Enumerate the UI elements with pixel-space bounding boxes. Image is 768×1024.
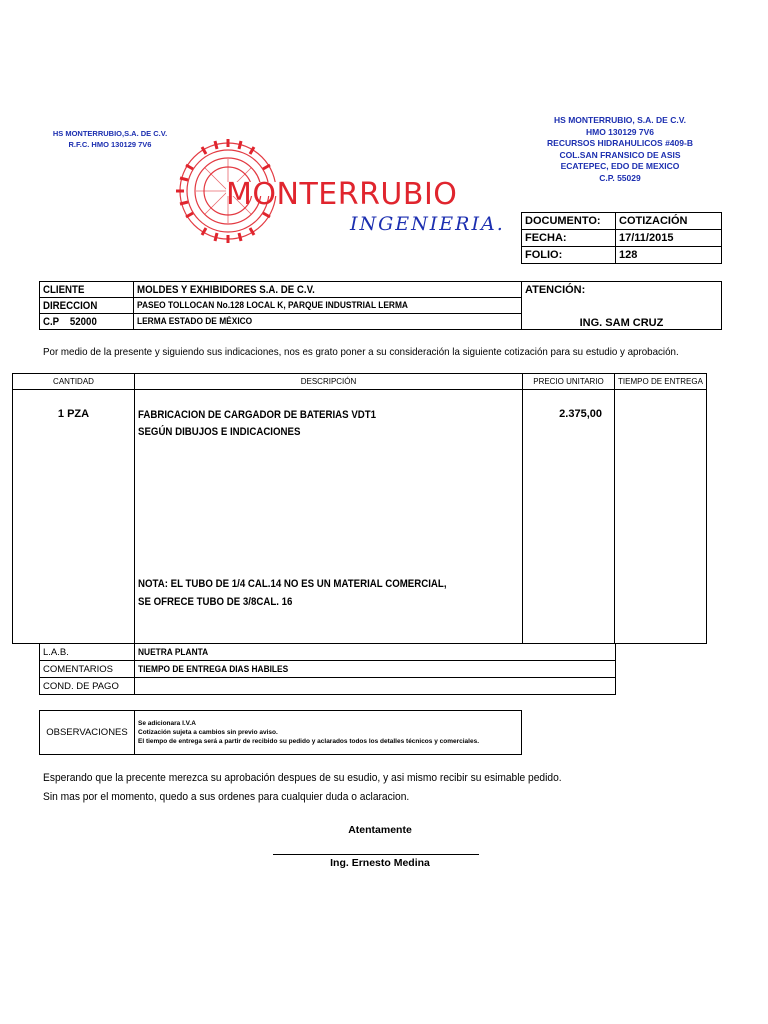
cp-city-value: LERMA ESTADO DE MÉXICO bbox=[133, 313, 522, 330]
folio-label: FOLIO: bbox=[521, 246, 616, 264]
observaciones-label: OBSERVACIONES bbox=[39, 710, 135, 755]
right-company-city: ECATEPEC, EDO DE MEXICO bbox=[560, 161, 680, 171]
atencion-label: ATENCIÓN: bbox=[525, 284, 586, 296]
item-desc-line2: SEGÚN DIBUJOS E INDICACIONES bbox=[138, 426, 301, 438]
direccion-value: PASEO TOLLOCAN No.128 LOCAL K, PARQUE INDUSTRIAL LERMA bbox=[133, 297, 522, 314]
header-cantidad: CANTIDAD bbox=[12, 373, 135, 390]
lab-value: NUETRA PLANTA bbox=[134, 643, 616, 661]
observaciones-box bbox=[134, 710, 522, 755]
left-company-header bbox=[40, 128, 180, 150]
header-precio: PRECIO UNITARIO bbox=[522, 373, 615, 390]
item-nota-line2: SE OFRECE TUBO DE 3/8CAL. 16 bbox=[138, 596, 293, 608]
right-company-rfc: HMO 130129 7V6 bbox=[585, 126, 655, 137]
right-company-street: RECURSOS HIDRAHULICOS #409-B bbox=[547, 138, 693, 148]
comentarios-label: COMENTARIOS bbox=[39, 660, 135, 678]
comentarios-value: TIEMPO DE ENTREGA DIAS HABILES bbox=[134, 660, 616, 678]
direccion-label: DIRECCION bbox=[39, 297, 134, 314]
observaciones-line2: Cotización sujeta a cambios sin previo aviso. bbox=[138, 729, 278, 736]
right-company-name: HS MONTERRUBIO, S.A. DE C.V. bbox=[554, 115, 686, 125]
company-logo bbox=[170, 125, 505, 260]
pago-value bbox=[134, 677, 616, 695]
item-precio: 2.375,00 bbox=[559, 408, 602, 420]
body-tiempo bbox=[614, 389, 707, 644]
documento-label: DOCUMENTO: bbox=[521, 212, 616, 230]
atencion-box bbox=[521, 281, 722, 330]
body-cantidad bbox=[12, 389, 135, 644]
intro-text: Por medio de la presente y siguiendo sus indicaciones, nos es grato poner a su consideración la siguiente cotización para su estudio y aprobación. bbox=[43, 346, 679, 358]
header-descripcion: DESCRIPCIÓN bbox=[134, 373, 523, 390]
left-company-name: HS MONTERRUBIO,S.A. DE C.V. bbox=[52, 129, 168, 138]
left-company-rfc: R.F.C. HMO 130129 7V6 bbox=[68, 140, 152, 149]
right-company-cp: C.P. 55029 bbox=[599, 172, 641, 183]
right-company-header bbox=[530, 115, 710, 184]
lab-label: L.A.B. bbox=[39, 643, 135, 661]
pago-label: COND. DE PAGO bbox=[39, 677, 135, 695]
observaciones-line3: El tiempo de entrega será a partir de recibido su pedido y aclarados todos los detalles técnicos y comerciales. bbox=[138, 738, 480, 745]
body-precio bbox=[522, 389, 615, 644]
signer-name: Ing. Ernesto Medina bbox=[330, 857, 430, 869]
header-tiempo: TIEMPO DE ENTREGA bbox=[614, 373, 707, 390]
signature-line bbox=[273, 854, 479, 855]
cliente-label: CLIENTE bbox=[39, 281, 134, 298]
cp-label: C.P 52000 bbox=[39, 313, 134, 330]
item-cantidad: 1 PZA bbox=[57, 408, 90, 420]
logo-tagline: INGENIERIA. bbox=[350, 213, 505, 235]
fecha-value: 17/11/2015 bbox=[615, 229, 722, 247]
closing-line2: Sin mas por el momento, quedo a sus ordenes para cualquier duda o aclaracion. bbox=[43, 791, 410, 803]
closing-line1: Esperando que la precente merezca su aprobación despues de su esudio, y asi mismo recibir su esimable pedido. bbox=[43, 772, 562, 784]
cliente-value: MOLDES Y EXHIBIDORES S.A. DE C.V. bbox=[133, 281, 522, 298]
documento-value: COTIZACIÓN bbox=[615, 212, 722, 230]
item-desc-line1: FABRICACION DE CARGADOR DE BATERIAS VDT1 bbox=[138, 409, 377, 421]
atencion-value: ING. SAM CRUZ bbox=[579, 317, 664, 329]
body-descripcion bbox=[134, 389, 523, 644]
right-company-colonia: COL.SAN FRANSICO DE ASIS bbox=[559, 149, 681, 160]
atentamente-text: Atentamente bbox=[348, 824, 412, 836]
observaciones-line1: Se adicionara I.V.A bbox=[138, 720, 196, 727]
folio-value: 128 bbox=[615, 246, 722, 264]
fecha-label: FECHA: bbox=[521, 229, 616, 247]
logo-wordmark: MONTERRUBIO bbox=[226, 177, 458, 212]
item-nota-line1: NOTA: EL TUBO DE 1/4 CAL.14 NO ES UN MATERIAL COMERCIAL, bbox=[138, 578, 447, 590]
